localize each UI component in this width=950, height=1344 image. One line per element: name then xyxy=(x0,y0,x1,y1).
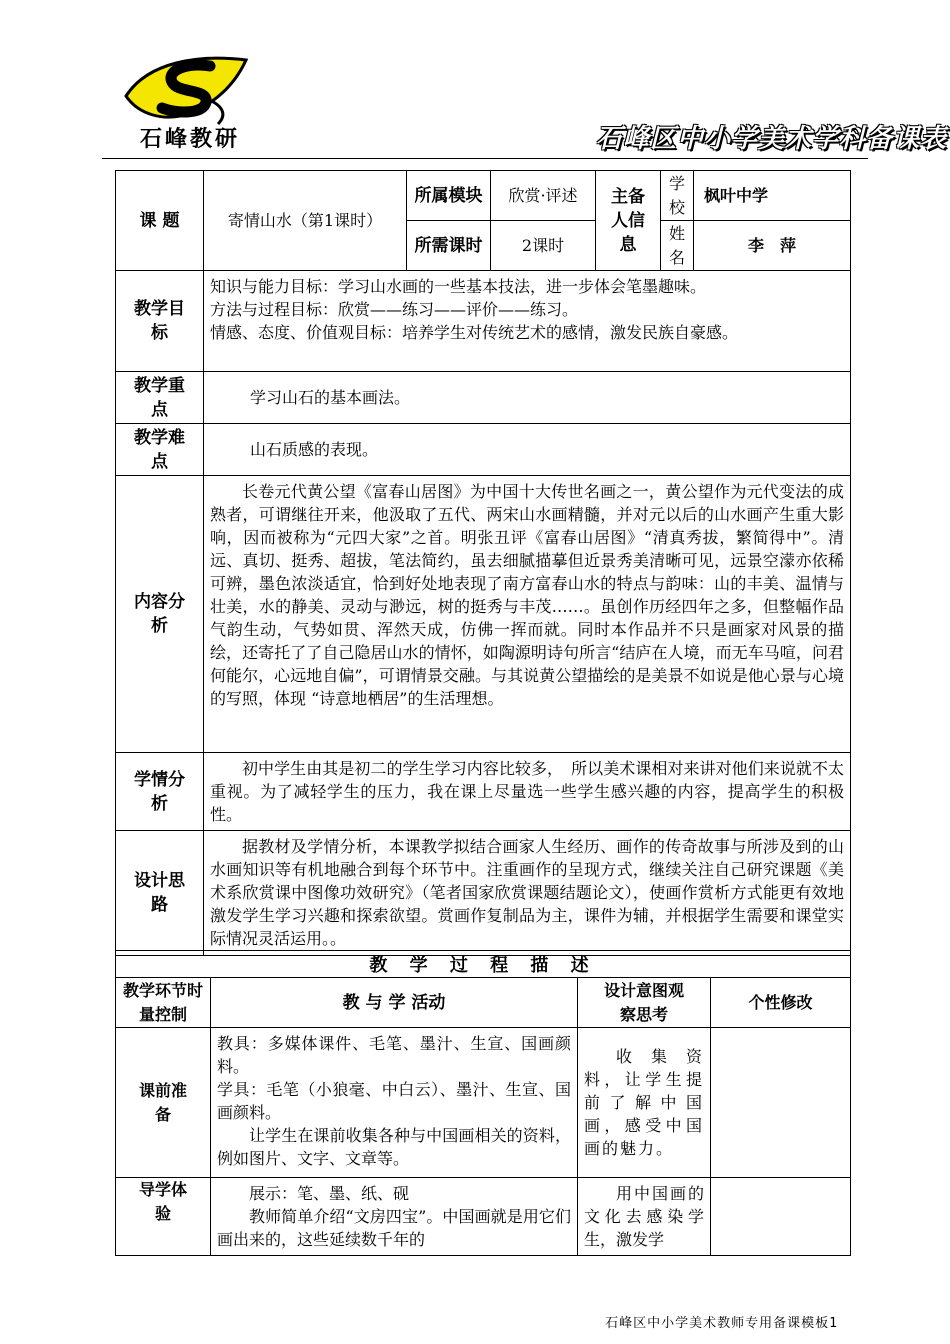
school-value: 枫叶中学 xyxy=(694,171,851,221)
activity-show-tools: 展示：笔、墨、纸、砚 xyxy=(249,1184,410,1203)
col-activity-header: 教 与 学 活动 xyxy=(211,978,578,1028)
name-value: 李 萍 xyxy=(694,221,851,271)
preparer-label: 主备人信息 xyxy=(596,171,661,271)
learner-analysis-label: 学情分析 xyxy=(116,753,204,831)
goal-attitude: 情感、态度、价值观目标：培养学生对传统艺术的感情，激发民族自豪感。 xyxy=(210,323,739,342)
col-intent-header: 设计意图观察思考 xyxy=(578,978,711,1028)
col-stage-header: 教学环节时量控制 xyxy=(116,978,211,1028)
activity-guide xyxy=(211,1178,578,1256)
module-value: 欣赏·评述 xyxy=(491,171,596,221)
content-analysis-text: 长卷元代黄公望《富春山居图》为中国十大传世名画之一，黄公望作为元代变法的成熟者，可谓继往开来，他汲取了五代、两宋山水画精髓，并对元以后的山水画产生重大影响，因而被称为“元四大家”之首。明张丑评《富春山居图》“清真秀拔，繁简得中”。清远、真切、挺秀、超拔，笔法简约，虽去细腻描摹但近景秀美清晰可见，远景空濛亦依稀可辨，墨色浓淡适宜，恰到好处地表现了南方富春山水的特点与韵味：山的丰美、温情与壮美，水的静美、灵动与渺远，树的挺秀与丰茂……。虽创作历经四年之多，但整幅作品气韵生动，气势如贯、浑然天成，仿佛一挥而就。同时本作品并不只是画家对风景的描绘，还寄托了了自己隐居山水的情怀，如陶源明诗句所言“结庐在人境，而无车马喧，问君何能尔，心远地自偏”，可谓情景交融。与其说黄公望描绘的是美景不如说是他心景与心境的写照，体现 “诗意地栖居”的生活理想。 xyxy=(204,476,851,753)
key-point-label: 教学重点 xyxy=(116,372,204,424)
logo-text: 石峰教研 xyxy=(140,126,241,152)
hours-value: 2课时 xyxy=(491,221,596,271)
goals-label: 教学目标 xyxy=(116,271,204,372)
teaching-process-table xyxy=(115,950,851,1256)
goal-knowledge: 知识与能力目标：学习山水画的一些基本技法，进一步体会笔墨趣味。 xyxy=(210,277,707,296)
name-label: 姓名 xyxy=(661,221,694,271)
col-personal-header: 个性修改 xyxy=(711,978,851,1028)
header-title: 石峰区中小学美术学科备课表 xyxy=(596,124,948,154)
design-idea-label: 设计思路 xyxy=(116,831,204,956)
activity-collect: 让学生在课前收集各种与中国画相关的资料，例如图片、文字、文章等。 xyxy=(217,1126,571,1168)
personal-guide xyxy=(711,1178,851,1256)
goal-method: 方法与过程目标：欣赏——练习——评价——练习。 xyxy=(210,300,579,319)
hours-label: 所需课时 xyxy=(407,221,491,271)
footer-text: 石峰区中小学美术教师专用备课模板1 xyxy=(605,1316,838,1331)
activity-prep xyxy=(211,1028,578,1178)
process-title: 教 学 过 程 描 述 xyxy=(116,951,851,978)
difficulty-label: 教学难点 xyxy=(116,424,204,476)
stage-prep: 课前准备 xyxy=(116,1028,211,1178)
intent-prep: 收集资料，让学生提前了解中国画，感受中国画的魅力。 xyxy=(578,1028,711,1178)
activity-teacher-tools: 教具：多媒体课件、毛笔、墨汁、生宣、国画颜料。 xyxy=(217,1034,571,1076)
process-row xyxy=(116,1028,851,1178)
goals-content xyxy=(204,271,851,372)
stage-guide: 导学体验 xyxy=(116,1178,211,1256)
module-label: 所属模块 xyxy=(407,171,491,221)
design-idea-text: 据教材及学情分析，本课教学拟结合画家人生经历、画作的传奇故事与所涉及到的山水画知识等有机地融合到每个环节中。注重画作的呈现方式，继续关注自己研究课题《美术系欣赏课中图像功效研究》（笔者国家欣赏课题结题论文），使画作赏析方式能更有效地激发学生学习兴趣和探索欲望。赏画作复制品为主，课件为辅，并根据学生需要和课堂实际情况灵活运用。。 xyxy=(204,831,851,956)
content-analysis-label: 内容分析 xyxy=(116,476,204,753)
key-point-text: 学习山石的基本画法。 xyxy=(204,372,851,424)
personal-prep xyxy=(711,1028,851,1178)
activity-student-tools: 学具：毛笔（小狼毫、中白云）、墨汁、生宣、国画颜料。 xyxy=(217,1080,571,1122)
topic-value: 寄情山水（第1课时） xyxy=(204,171,407,271)
lesson-info-table xyxy=(115,170,851,956)
intent-guide: 用中国画的文化去感染学生，激发学 xyxy=(578,1178,711,1256)
school-label: 学校 xyxy=(661,171,694,221)
header-divider xyxy=(102,158,868,159)
process-row xyxy=(116,1178,851,1256)
activity-intro: 教师简单介绍“文房四宝”。中国画就是用它们画出来的，这些延续数千年的 xyxy=(217,1207,571,1249)
difficulty-text: 山石质感的表现。 xyxy=(204,424,851,476)
learner-analysis-text: 初中学生由其是初二的学生学习内容比较多， 所以美术课相对来讲对他们来说就不太重视。为了减轻学生的压力，我在课上尽量选一些学生感兴趣的内容，提高学生的积极性。 xyxy=(204,753,851,831)
topic-label: 课 题 xyxy=(116,171,204,271)
